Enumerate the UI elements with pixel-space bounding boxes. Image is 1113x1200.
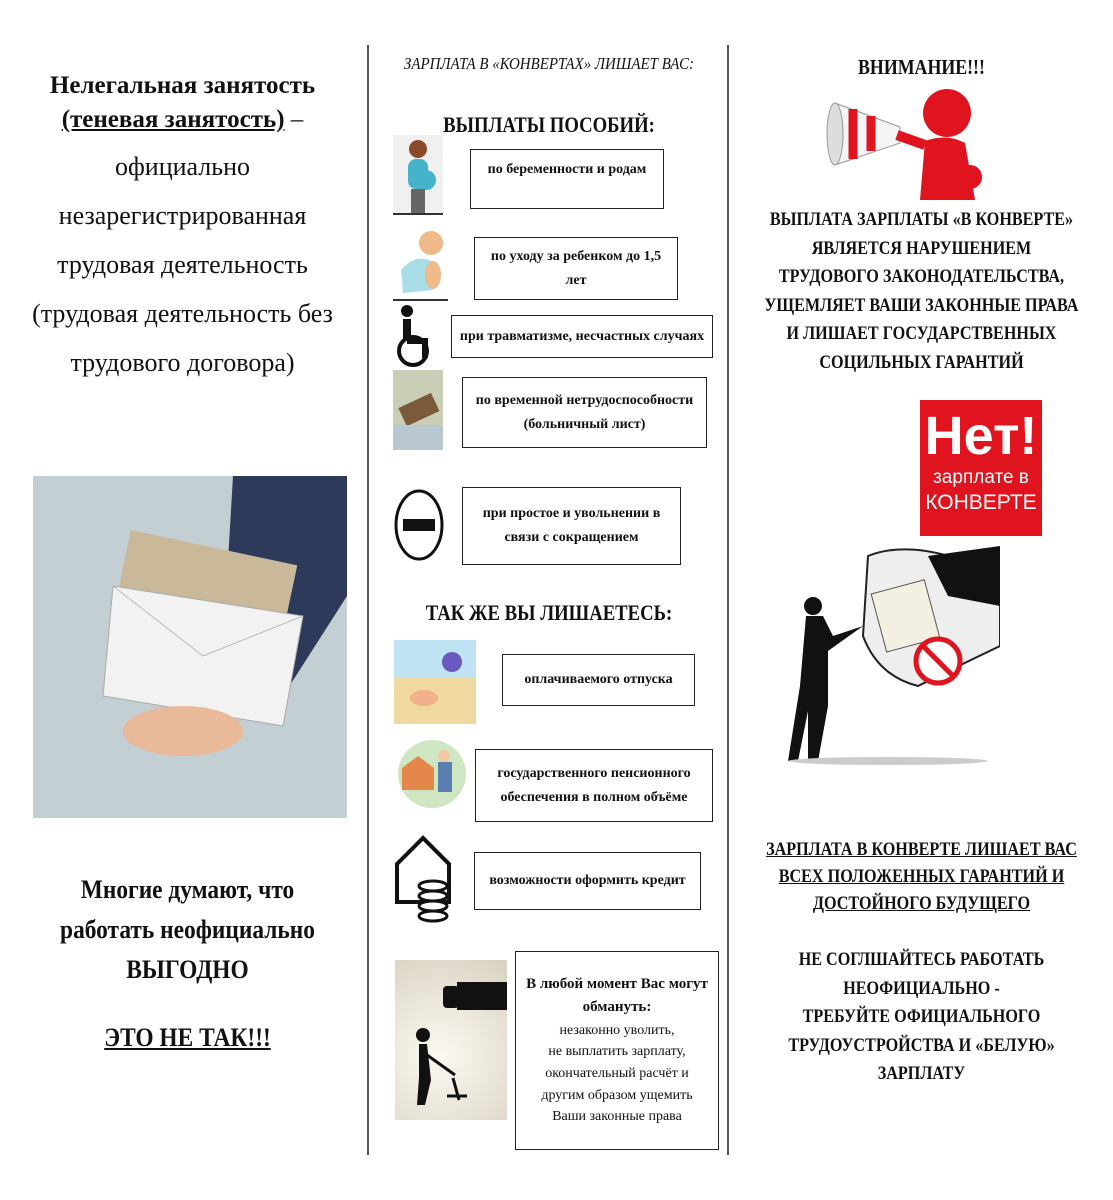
deprives-line: ВСЕХ ПОЛОЖЕННЫХ ГАРАНТИЙ И: [778, 866, 1065, 887]
title-bold: Нелегальная занятость: [49, 72, 316, 99]
violation-line: ЯВЛЯЕТСЯ НАРУШЕНИЕМ: [811, 237, 1032, 259]
call-line: ТРУДОУСТРОЙСТВА И «БЕЛУЮ»: [788, 1034, 1055, 1056]
definition-line: незарегистрированная: [58, 201, 307, 230]
warning-box: [515, 951, 719, 1150]
left-column: [0, 70, 365, 387]
definition-line: официально: [114, 152, 251, 181]
vacation-image: [394, 640, 476, 724]
definition-line: трудового договора): [70, 348, 295, 377]
dismissal-image: [395, 960, 507, 1120]
sign-big-text: Нет!: [924, 406, 1038, 466]
deprives-line: ЗАРПЛАТА В КОНВЕРТЕ ЛИШАЕТ ВАС: [766, 839, 1077, 860]
warning-line: окончательный расчёт и: [545, 1065, 689, 1081]
warning-line: Ваши законные права: [552, 1109, 682, 1125]
sign-small-text: КОНВЕРТЕ: [925, 491, 1037, 514]
also-label: возможности оформить кредит: [489, 873, 686, 889]
bribe-handover-image: [778, 536, 1000, 766]
title-line2: [0, 102, 365, 138]
minus-circle-icon: [393, 488, 445, 563]
violation-line: СОЦИЛЬНЫХ ГАРАНТИЙ: [819, 351, 1024, 373]
benefit-label: при простое и увольнении в связи с сокращением: [482, 506, 661, 545]
myth-line: Многие думают, что: [80, 875, 295, 904]
not-so-text: ЭТО НЕ ТАК!!!: [104, 1023, 271, 1052]
myth-line: работать неофициально: [60, 915, 315, 944]
baby-image: [393, 225, 448, 301]
also-heading: ТАК ЖЕ ВЫ ЛИШАЕТЕСЬ:: [425, 600, 673, 625]
megaphone-man-image: [825, 85, 985, 200]
call-line: ТРЕБУЙТЕ ОФИЦИАЛЬНОГО: [802, 1006, 1041, 1027]
benefit-label: по временной нетрудоспособности (больничный лист): [475, 392, 694, 432]
wheelchair-icon: [393, 303, 438, 368]
benefit-label: по уходу за ребенком до 1,5 лет: [490, 248, 662, 288]
warning-line: не выплатить зарплату,: [548, 1044, 686, 1060]
column-divider: [367, 45, 369, 1155]
envelope-money-image: [33, 476, 347, 818]
benefit-item: [462, 377, 707, 448]
benefit-item: [470, 149, 664, 209]
warning-line: другим образом ущемить: [541, 1087, 693, 1103]
also-item: [475, 749, 713, 822]
also-label: оплачиваемого отпуска: [524, 672, 673, 688]
violation-line: И ЛИШАЕТ ГОСУДАРСТВЕННЫХ: [786, 323, 1057, 344]
warning-line: незаконно уволить,: [559, 1022, 675, 1038]
definition: [0, 142, 365, 387]
benefit-item: [462, 487, 681, 565]
myth-line: ВЫГОДНО: [126, 955, 249, 984]
no-envelope-sign: [920, 400, 1042, 536]
definition-line: (трудовая деятельность без: [32, 299, 333, 328]
benefit-item: [474, 237, 678, 300]
warning-title: В любой момент Вас могут обмануть:: [526, 976, 708, 1016]
title-underlined: (теневая занятость): [61, 106, 285, 133]
pregnant-woman-image: [393, 135, 443, 215]
sign-small-text: зарплате в: [933, 467, 1029, 488]
house-coins-icon: [393, 832, 458, 924]
benefits-heading: ВЫПЛАТЫ ПОСОБИЙ:: [443, 112, 655, 137]
also-item: [474, 852, 701, 910]
deprives-text: [759, 836, 1085, 917]
title-dash: –: [284, 106, 304, 133]
benefit-label: при травматизме, несчастных случаях: [459, 328, 705, 344]
also-item: [502, 654, 695, 706]
benefit-label: по беременности и родам: [487, 162, 647, 177]
violation-line: УЩЕМЛЯЕТ ВАШИ ЗАКОННЫЕ ПРАВА: [764, 294, 1079, 316]
violation-text: [759, 206, 1085, 377]
call-line: ЗАРПЛАТУ: [877, 1063, 966, 1084]
column-divider: [727, 45, 729, 1155]
benefit-item: [451, 315, 713, 358]
violation-line: ТРУДОВОГО ЗАКОНОДАТЕЛЬСТВА,: [778, 266, 1065, 287]
deprives-line: ДОСТОЙНОГО БУДУЩЕГО: [812, 893, 1031, 914]
also-label: государственного пенсионного обеспечения в полном объёме: [497, 765, 691, 805]
call-line: НЕ СОГЛШАЙТЕСЬ РАБОТАТЬ: [798, 949, 1045, 970]
call-line: НЕОФИЦИАЛЬНО -: [843, 977, 1000, 999]
attention-heading: ВНИМАНИЕ!!!: [858, 55, 985, 79]
pensioners-image: [396, 728, 468, 820]
call-to-action: [759, 946, 1085, 1089]
sick-leave-image: [393, 370, 443, 450]
definition-line: трудовая деятельность: [57, 250, 308, 279]
middle-intro: ЗАРПЛАТА В «КОНВЕРТАХ» ЛИШАЕТ ВАС:: [403, 54, 695, 73]
violation-line: ВЫПЛАТА ЗАРПЛАТЫ «В КОНВЕРТЕ»: [769, 209, 1074, 230]
myth-text: [19, 870, 357, 1058]
